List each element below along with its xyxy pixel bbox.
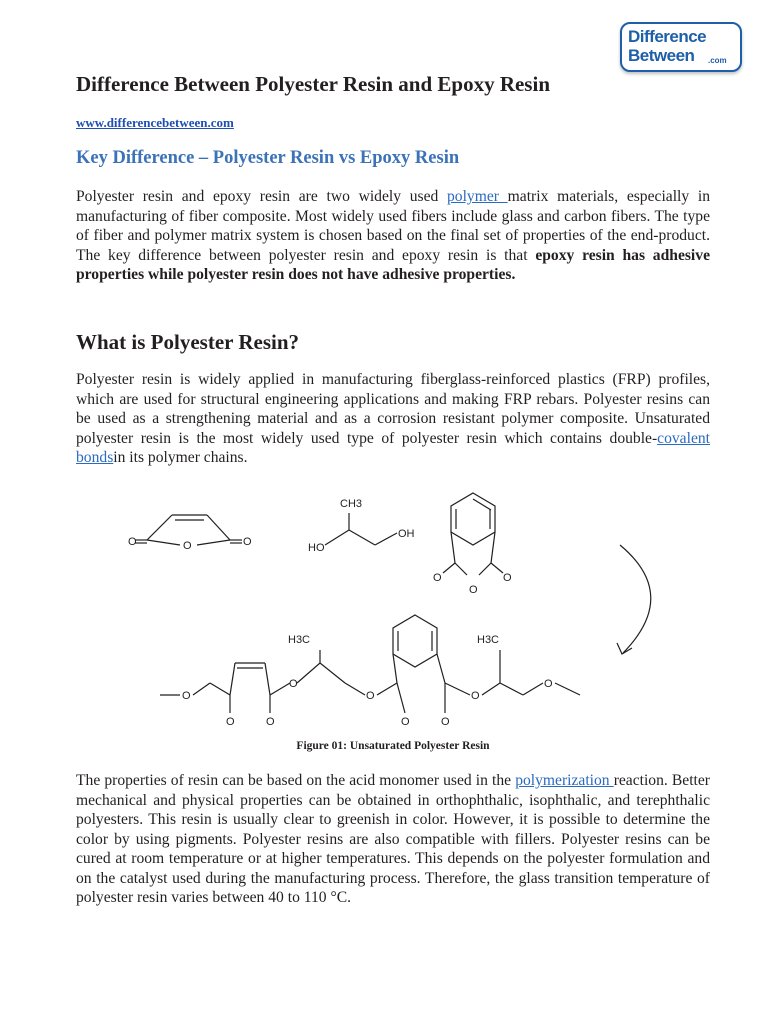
atom-label-ch3: CH3 xyxy=(340,498,363,510)
intro-key-difference-bold: epoxy resin has adhesive properties while polyester resin does not have adhesive properties. xyxy=(76,246,710,283)
properties-text-1: The properties of resin can be based on the acid monomer used in the xyxy=(76,772,516,789)
logo-text-line2: Between xyxy=(628,46,695,65)
atom-label-o: O xyxy=(128,536,137,548)
intro-paragraph xyxy=(76,187,710,285)
atom-label-oh: OH xyxy=(398,528,415,540)
atom-label-o: O xyxy=(544,678,553,690)
polymerization-link[interactable]: polymerization xyxy=(515,772,614,789)
chemical-structure-figure xyxy=(125,485,665,730)
polymer-link[interactable]: polymer xyxy=(447,188,508,205)
atom-label-o: O xyxy=(433,572,442,584)
atom-label-o: O xyxy=(266,716,275,728)
key-difference-heading: Key Difference – Polyester Resin vs Epoxy Resin xyxy=(76,148,460,168)
logo-text-line1: Difference xyxy=(628,27,707,46)
site-logo[interactable] xyxy=(620,22,742,72)
polyester-text-2: in its polymer chains. xyxy=(113,449,248,466)
properties-paragraph xyxy=(76,771,710,908)
atom-label-o: O xyxy=(183,540,192,552)
source-url-link[interactable]: www.differencebetween.com xyxy=(76,115,234,130)
logo-text-suffix: .com xyxy=(708,56,727,65)
atom-label-o: O xyxy=(471,690,480,702)
atom-label-o: O xyxy=(226,716,235,728)
atom-label-o: O xyxy=(289,678,298,690)
atom-label-o: O xyxy=(182,690,191,702)
reaction-arrow xyxy=(620,545,651,653)
atom-label-o: O xyxy=(401,716,410,728)
page-title: Difference Between Polyester Resin and Epoxy Resin xyxy=(76,72,550,96)
properties-text-2: reaction. Better mechanical and physical properties can be obtained in orthophthalic, isophthalic, and terephthalic polyesters. This resin is usually clear to greenish in color. However, it is possible to determine the color by using pigments. Polyester resins are also compatible with fillers. Polyester resins can be cured at room temperature or at higher temperatures. This depends on the polyester formulation and on the catalyst used during the manufacturing process. Therefore, the glass transition temperature of polyester resin varies between 40 to 110 °C. xyxy=(76,772,710,906)
atom-label-ho: HO xyxy=(308,542,325,554)
atom-label-h3c: H3C xyxy=(288,634,311,646)
structure-atom-labels xyxy=(128,498,553,728)
polyester-reaction-diagram xyxy=(125,485,665,730)
atom-label-o: O xyxy=(503,572,512,584)
atom-label-o: O xyxy=(243,536,252,548)
atom-label-o: O xyxy=(366,690,375,702)
polyester-paragraph xyxy=(76,370,710,468)
section-heading-polyester: What is Polyester Resin? xyxy=(76,330,300,354)
covalent-bonds-link[interactable]: covalent bonds xyxy=(76,429,710,466)
atom-label-o: O xyxy=(469,584,478,596)
atom-label-h3c: H3C xyxy=(477,634,500,646)
phthalic-anhydride-structure xyxy=(443,493,503,575)
propylene-glycol-structure xyxy=(325,513,397,545)
atom-label-o: O xyxy=(441,716,450,728)
polyester-text-1: Polyester resin is widely applied in manufacturing fiberglass-reinforced plastics (FRP) profiles, which are used for structural engineering applications and making FRP rebars. Polyester resins can be used as a strengthening material and as a corrosion resistant polymer composite. Unsaturated polyester resin is the most widely used type of polyester resin which contains double- xyxy=(76,371,710,447)
intro-text-1: Polyester resin and epoxy resin are two widely used xyxy=(76,188,447,205)
figure-caption: Figure 01: Unsaturated Polyester Resin xyxy=(296,740,490,752)
intro-text-2: matrix materials, especially in manufacturing of fiber composite. Most widely used fibers include glass and carbon fibers. The type of fiber and polymer matrix system is chosen based on the final set of properties of the end-product. The key difference between polyester resin and epoxy resin is that xyxy=(76,188,710,264)
